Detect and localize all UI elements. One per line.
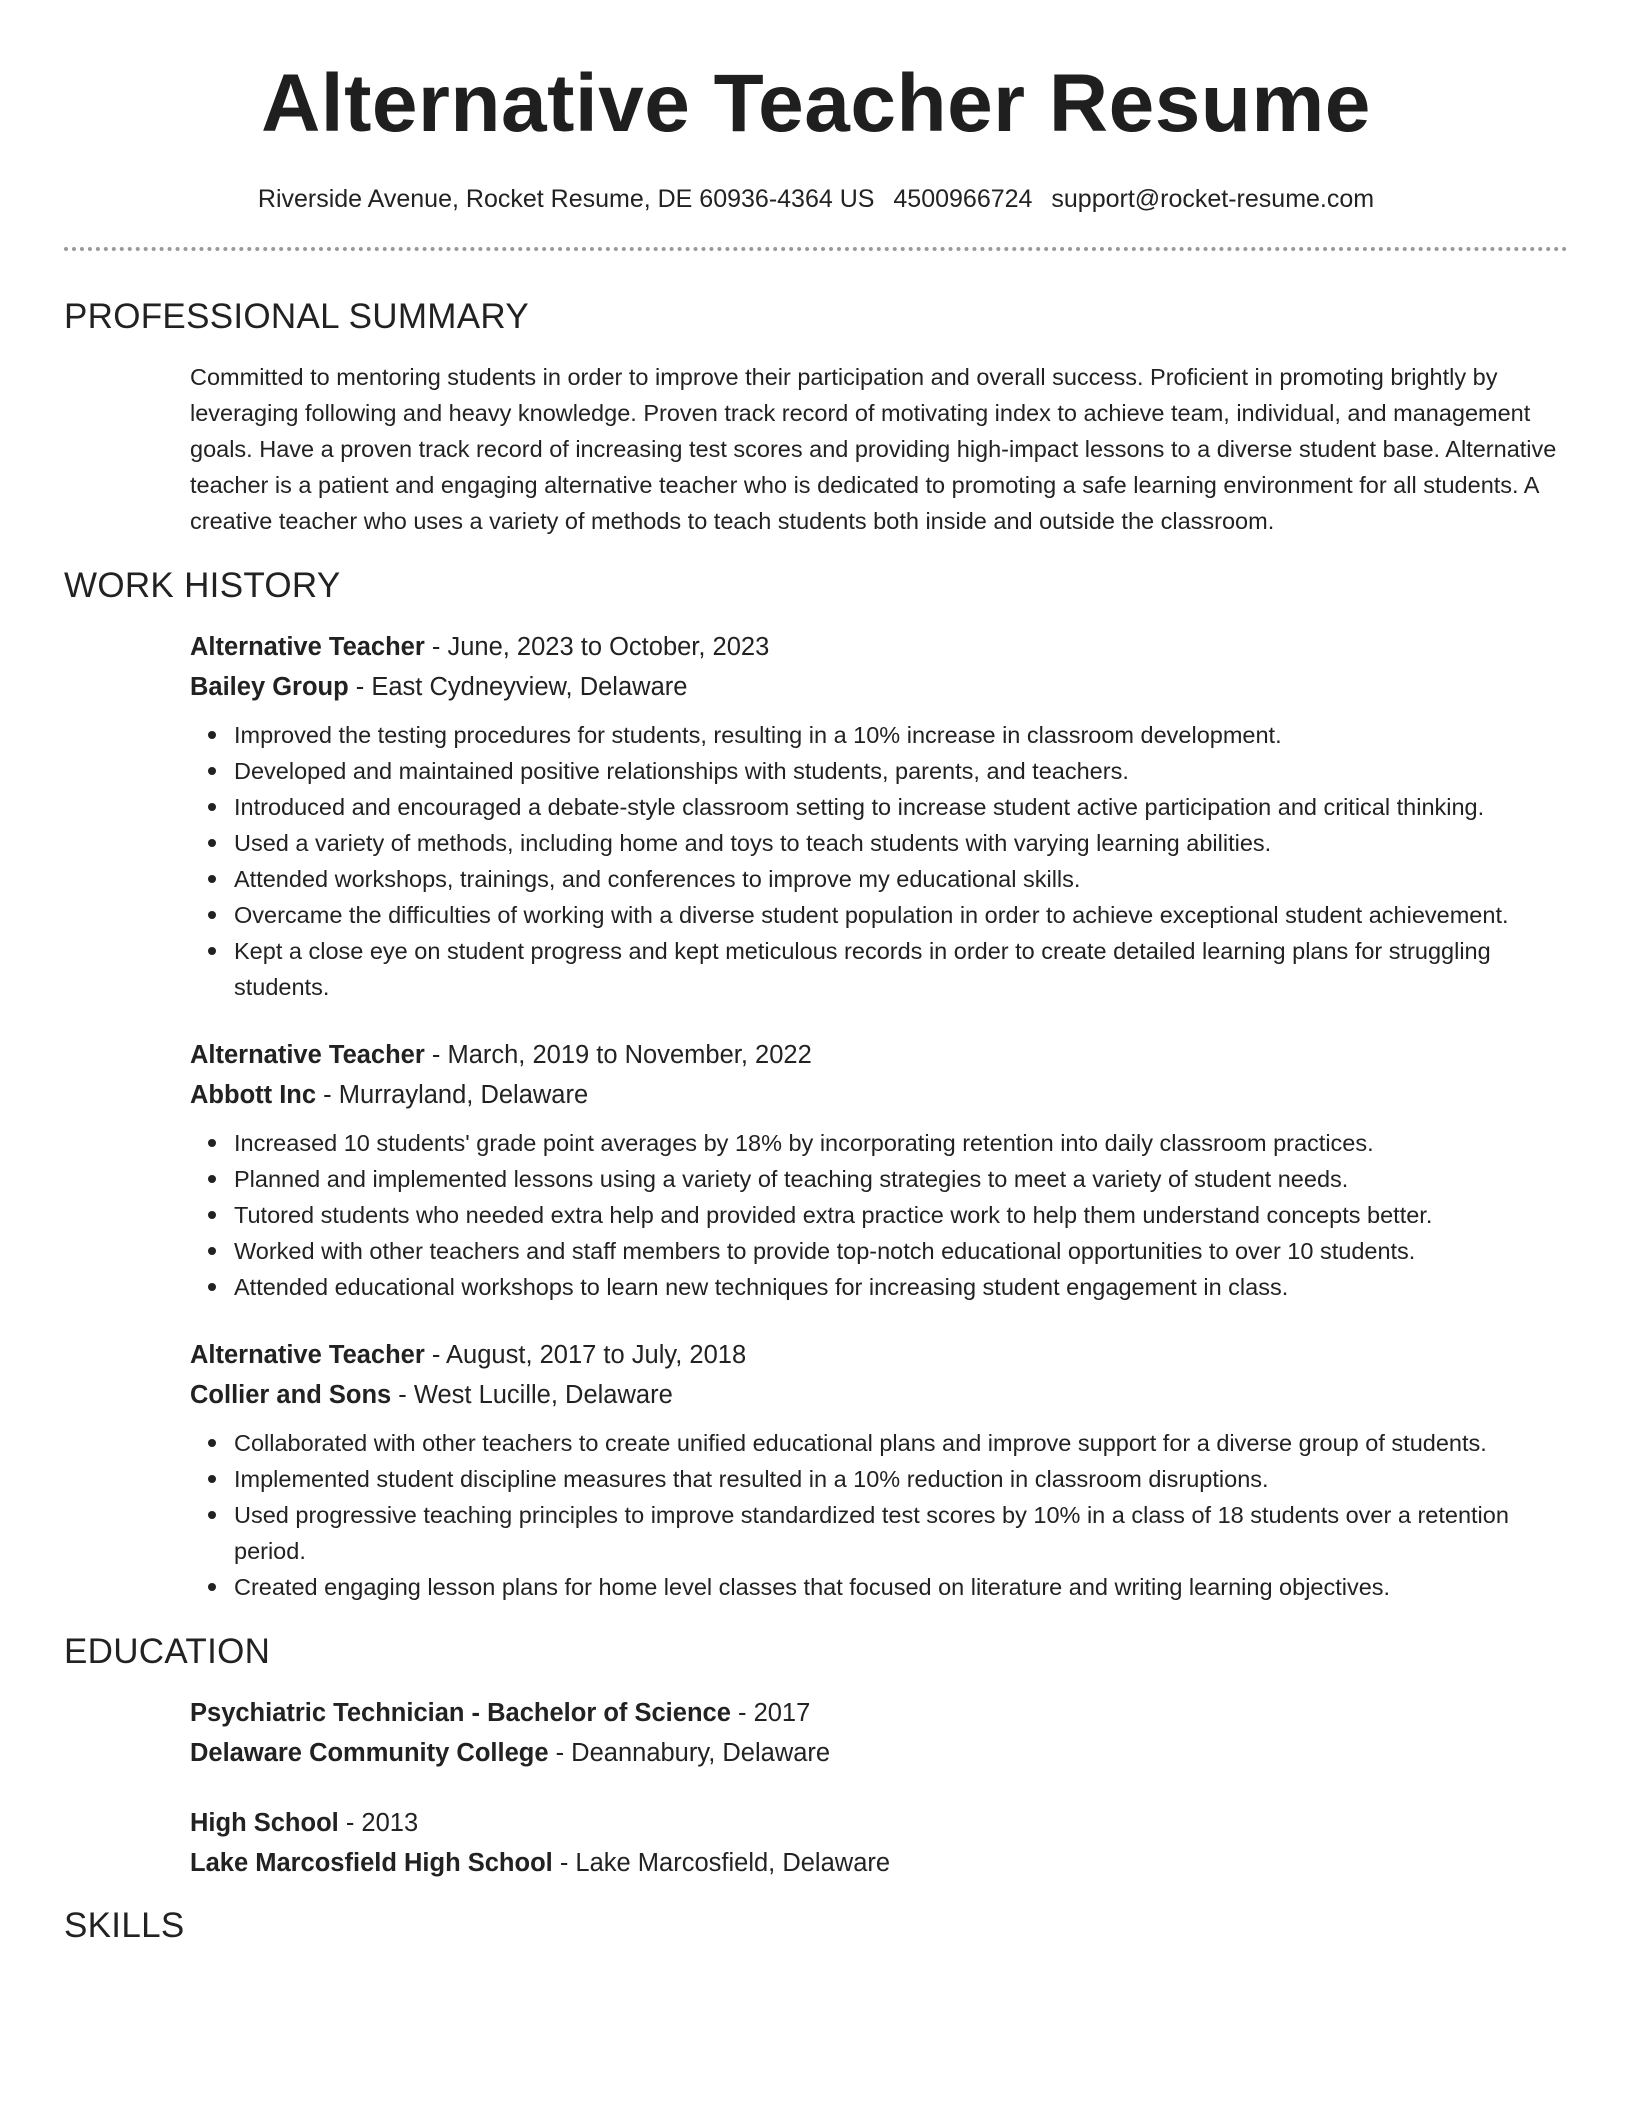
education-entry	[190, 1803, 1568, 1883]
education-entry	[190, 1693, 1568, 1773]
education-location: - Lake Marcosfield, Delaware	[552, 1849, 891, 1877]
job-company: Collier and Sons	[190, 1381, 392, 1409]
job-company-line	[190, 1375, 1568, 1415]
summary-heading: PROFESSIONAL SUMMARY	[64, 297, 529, 336]
education-year: - 2013	[338, 1809, 419, 1837]
education-heading: EDUCATION	[64, 1632, 271, 1671]
bullet-item: Overcame the difficulties of working with a diverse student population in order to achieve exceptional student achievement.	[190, 897, 1568, 933]
job-title-line	[190, 1035, 1568, 1075]
resume-title: Alternative Teacher Resume	[261, 58, 1371, 149]
job-entry	[190, 1035, 1568, 1305]
job-location: - East Cydneyview, Delaware	[348, 673, 688, 701]
education-school: Lake Marcosfield High School	[190, 1849, 553, 1877]
bullet-item: Used progressive teaching principles to improve standardized test scores by 10% in a class of 18 students over a retention period.	[190, 1497, 1568, 1569]
bullet-item: Increased 10 students' grade point averages by 18% by incorporating retention into daily classroom practices.	[190, 1125, 1568, 1161]
education-degree: High School	[190, 1809, 339, 1837]
job-title: Alternative Teacher	[190, 1041, 425, 1069]
skills-heading: SKILLS	[64, 1906, 185, 1945]
job-dates: - August, 2017 to July, 2018	[424, 1341, 747, 1369]
education-school-line	[190, 1843, 1568, 1883]
contact-line	[64, 184, 1568, 214]
job-title: Alternative Teacher	[190, 1341, 425, 1369]
job-company: Bailey Group	[190, 673, 349, 701]
bullet-item: Used a variety of methods, including home and toys to teach students with varying learning abilities.	[190, 825, 1568, 861]
bullet-item: Planned and implemented lessons using a variety of teaching strategies to meet a variety of student needs.	[190, 1161, 1568, 1197]
bullet-item: Kept a close eye on student progress and kept meticulous records in order to create detailed learning plans for struggling students.	[190, 933, 1568, 1005]
summary-text: Committed to mentoring students in order to improve their participation and overall success. Proficient in promoting brightly by leveraging following and heavy knowledge. Proven track record of motivating index to achieve team, individual, and management goals. Have a proven track record of increasing test scores and providing high-impact lessons to a diverse student base. Alternative teacher is a patient and engaging alternative teacher who is dedicated to promoting a safe learning environment for all students. A creative teacher who uses a variety of methods to teach students both inside and outside the classroom.	[190, 364, 1557, 534]
education-degree-line	[190, 1693, 1568, 1733]
bullet-item: Developed and maintained positive relationships with students, parents, and teachers.	[190, 753, 1568, 789]
education-year: - 2017	[730, 1699, 811, 1727]
contact-phone: 4500966724	[893, 185, 1033, 213]
bullet-item: Collaborated with other teachers to create unified educational plans and improve support for a diverse group of students.	[190, 1425, 1568, 1461]
job-entry	[190, 1335, 1568, 1605]
work-history-heading: WORK HISTORY	[64, 566, 341, 605]
bullet-item: Worked with other teachers and staff members to provide top-notch educational opportunities to over 10 students.	[190, 1233, 1568, 1269]
bullet-item: Attended workshops, trainings, and conferences to improve my educational skills.	[190, 861, 1568, 897]
bullet-item: Implemented student discipline measures that resulted in a 10% reduction in classroom disruptions.	[190, 1461, 1568, 1497]
job-location: - Murrayland, Delaware	[316, 1081, 589, 1109]
job-bullets	[190, 1425, 1568, 1605]
header-divider	[64, 247, 1568, 251]
bullet-item: Improved the testing procedures for students, resulting in a 10% increase in classroom development.	[190, 717, 1568, 753]
bullet-item: Attended educational workshops to learn new techniques for increasing student engagement in class.	[190, 1269, 1568, 1305]
job-title-line	[190, 627, 1568, 667]
job-title: Alternative Teacher	[190, 633, 425, 661]
contact-email: support@rocket-resume.com	[1051, 185, 1375, 213]
job-location: - West Lucille, Delaware	[391, 1381, 673, 1409]
summary-section	[190, 359, 1568, 539]
job-company-line	[190, 1075, 1568, 1115]
bullet-item: Tutored students who needed extra help and provided extra practice work to help them understand concepts better.	[190, 1197, 1568, 1233]
job-dates: - March, 2019 to November, 2022	[424, 1041, 812, 1069]
job-title-line	[190, 1335, 1568, 1375]
job-entry	[190, 627, 1568, 1005]
job-company-line	[190, 667, 1568, 707]
education-degree-line	[190, 1803, 1568, 1843]
education-school: Delaware Community College	[190, 1739, 549, 1767]
bullet-item: Introduced and encouraged a debate-style classroom setting to increase student active participation and critical thinking.	[190, 789, 1568, 825]
job-bullets	[190, 717, 1568, 1005]
job-dates: - June, 2023 to October, 2023	[424, 633, 770, 661]
education-degree: Psychiatric Technician - Bachelor of Science	[190, 1699, 731, 1727]
education-school-line	[190, 1733, 1568, 1773]
education-location: - Deannabury, Delaware	[548, 1739, 831, 1767]
job-bullets	[190, 1125, 1568, 1305]
contact-address: Riverside Avenue, Rocket Resume, DE 60936-4364 US	[257, 185, 875, 213]
job-company: Abbott Inc	[190, 1081, 317, 1109]
bullet-item: Created engaging lesson plans for home level classes that focused on literature and writing learning objectives.	[190, 1569, 1568, 1605]
